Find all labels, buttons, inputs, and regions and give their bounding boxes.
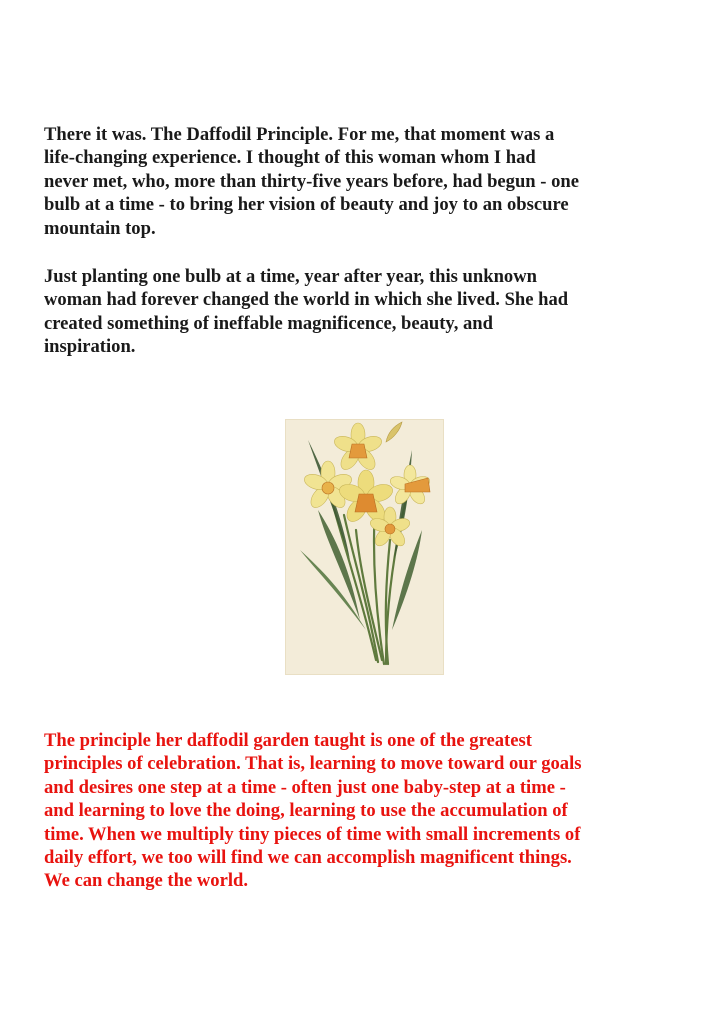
text-line: daily effort, we too will find we can accomplish magnificent things. (44, 847, 572, 869)
daffodil-flower (332, 423, 383, 473)
text-line: There it was. The Daffodil Principle. For me, that moment was a (44, 124, 555, 145)
daffodil-bouquet-image (285, 419, 444, 675)
text-line: We can change the world. (44, 870, 249, 892)
text-line: life-changing experience. I thought of this woman whom I had (44, 147, 536, 169)
paragraph-daffodil-principle (44, 123, 694, 240)
text-line: inspiration. (44, 336, 136, 358)
text-line: principles of celebration. That is, learning to move toward our goals (44, 753, 582, 775)
text-line: The principle her daffodil garden taught is one of the greatest (44, 730, 532, 751)
text-line: never met, who, more than thirty-five years before, had begun - one (44, 170, 580, 192)
text-line: mountain top. (44, 217, 156, 239)
text-line: Just planting one bulb at a time, year after year, this unknown (44, 266, 537, 287)
paragraph-principle-of-celebration (44, 729, 694, 893)
text-line: time. When we multiply tiny pieces of time with small increments of (44, 823, 581, 845)
text-line: and learning to love the doing, learning to use the accumulation of (44, 800, 568, 822)
text-line: and desires one step at a time - often just one baby-step at a time - (44, 776, 566, 798)
text-line: woman had forever changed the world in which she lived. She had (44, 289, 569, 311)
text-line: created something of ineffable magnificence, beauty, and (44, 312, 493, 334)
text-line: bulb at a time - to bring her vision of beauty and joy to an obscure (44, 194, 569, 216)
daffodil-flower (389, 465, 432, 507)
paragraph-one-bulb-at-a-time (44, 265, 694, 359)
daffodil-bud (386, 422, 402, 442)
